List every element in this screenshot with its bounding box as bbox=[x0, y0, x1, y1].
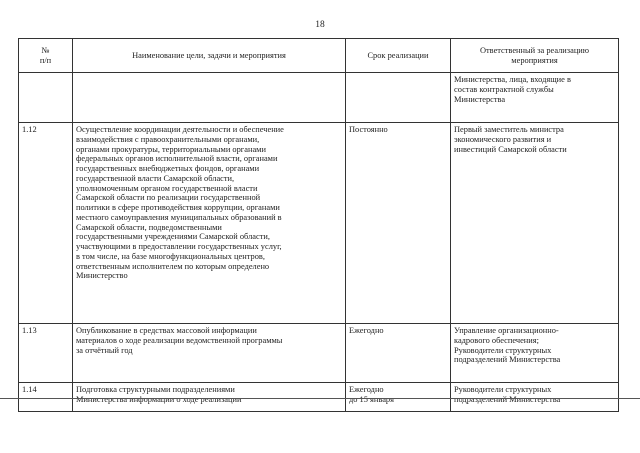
table-row bbox=[19, 123, 619, 324]
table-row bbox=[19, 383, 619, 412]
header-term: Срок реализации bbox=[346, 39, 451, 73]
row-responsible: Министерства, лица, входящие в состав контрактной службы Министерства bbox=[451, 73, 619, 123]
row-term bbox=[346, 73, 451, 123]
row-responsible: Руководители структурных подразделений Министерства bbox=[451, 383, 619, 412]
header-name: Наименование цели, задачи и мероприятия bbox=[73, 39, 346, 73]
row-name: Опубликование в средствах массовой информации материалов о ходе реализации ведомственной программы за отчётный год bbox=[73, 324, 346, 383]
measures-table bbox=[18, 38, 619, 412]
row-responsible: Управление организационно- кадрового обеспечения; Руководители структурных подразделений Министерства bbox=[451, 324, 619, 383]
row-name bbox=[73, 73, 346, 123]
table-row bbox=[19, 73, 619, 123]
table-row bbox=[19, 324, 619, 383]
row-number bbox=[19, 73, 73, 123]
row-number: 1.13 bbox=[19, 324, 73, 383]
header-number: № п/п bbox=[19, 39, 73, 73]
row-term: Постоянно bbox=[346, 123, 451, 324]
row-name: Подготовка структурными подразделениями Министерства информации о ходе реализации bbox=[73, 383, 346, 412]
page-number: 18 bbox=[315, 20, 325, 30]
row-name: Осуществление координации деятельности и обеспечение взаимодействия с правоохранительными органами, органами прокуратуры, территориальными органами федеральных органов исполнительной власти, органами государственных внебюджетных фондов, органами государственной власти Самарской области, уполномоченным органом государственной власти Самарской области по реализации государственной политики в сфере противодействия коррупции, органами местного самоуправления муниципальных образований в Самарской области, подведомственными государственными учреждениями Самарской области, участвующими в предоставлении государственных услуг, в том числе, на базе многофункциональных центров, ответственным исполнителем по которым определено Министерство bbox=[73, 123, 346, 324]
row-term: Ежегодно bbox=[346, 324, 451, 383]
header-responsible: Ответственный за реализацию мероприятия bbox=[451, 39, 619, 73]
row-number: 1.14 bbox=[19, 383, 73, 412]
row-responsible: Первый заместитель министра экономического развития и инвестиций Самарской области bbox=[451, 123, 619, 324]
row-term: Ежегодно до 15 января bbox=[346, 383, 451, 412]
row-number: 1.12 bbox=[19, 123, 73, 324]
page-cut-line bbox=[0, 398, 640, 399]
table-header-row bbox=[19, 39, 619, 73]
